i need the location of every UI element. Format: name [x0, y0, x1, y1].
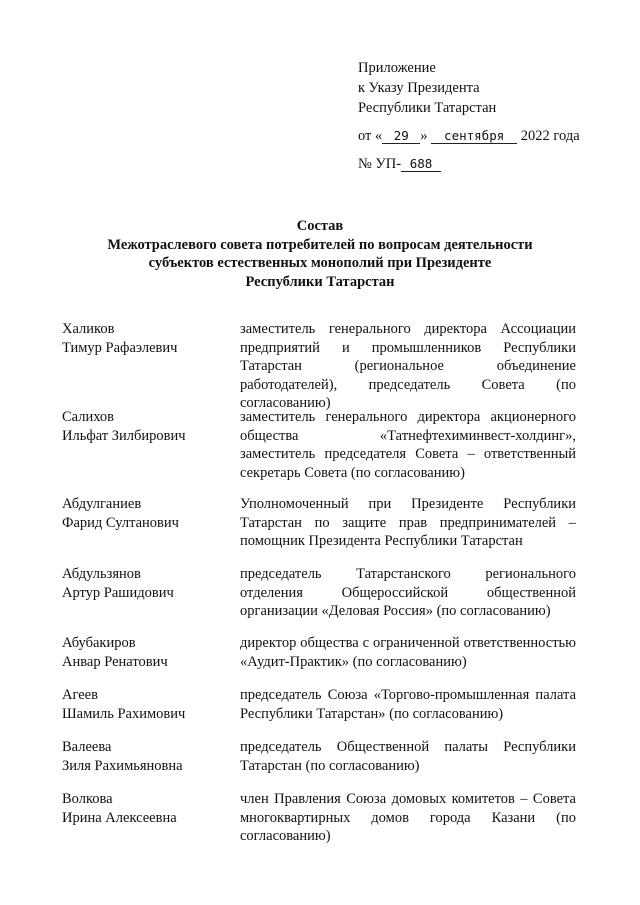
member-name	[62, 790, 237, 827]
decree-number: 688	[401, 157, 441, 172]
member-surname: Абдулганиев	[62, 496, 142, 512]
member-given-name: Анвар Ренатович	[62, 653, 168, 670]
member-position: председатель Союза «Торгово-промышленная палата Республики Татарстан» (по согласованию)	[240, 687, 576, 722]
member-position: Уполномоченный при Президенте Республики Татарстан по защите прав предпринимателей – помощник Президента Республики Татарстан	[240, 496, 576, 549]
member-given-name: Шамиль Рахимович	[62, 705, 186, 722]
member-given-name: Ильфат Зилбирович	[62, 427, 186, 444]
member-name	[62, 565, 237, 602]
member-name	[62, 686, 237, 723]
member-surname: Абдульзянов	[62, 566, 141, 582]
title-line: Состав	[296, 218, 344, 234]
member-name	[62, 738, 237, 775]
member-position: директор общества с ограниченной ответственностью «Аудит-Практик» (по согласованию)	[240, 635, 576, 670]
member-name	[62, 634, 237, 671]
member-surname: Халиков	[62, 321, 115, 337]
member-surname: Валеева	[62, 739, 112, 755]
member-position: заместитель генерального директора акционерного общества «Татнефтехиминвест-холдинг», заместитель председателя Совета – ответственный секретарь Совета (по согласованию)	[240, 409, 576, 481]
number-prefix: № УП-	[358, 156, 402, 172]
appendix-line: Республики Татарстан	[358, 100, 497, 116]
date-mid: »	[420, 128, 428, 144]
title-line: Республики Татарстан	[245, 273, 395, 290]
title-line: Межотраслевого совета потребителей по вопросам деятельности	[107, 236, 533, 253]
appendix-date	[358, 126, 580, 146]
title-line: субъектов естественных монополий при Президенте	[148, 255, 492, 271]
member-given-name: Тимур Рафаэлевич	[62, 339, 178, 356]
date-prefix: от «	[358, 128, 383, 144]
date-day: 29	[382, 129, 420, 144]
member-surname: Агеев	[62, 687, 98, 703]
date-month: сентября	[431, 129, 517, 144]
date-suffix: 2022 года	[520, 128, 580, 144]
member-position: председатель Татарстанского регионального отделения Общероссийской общественной организации «Деловая Россия» (по согласованию)	[240, 566, 576, 619]
member-surname: Абубакиров	[62, 635, 136, 651]
member-surname: Волкова	[62, 791, 113, 807]
member-position: председатель Общественной палаты Республики Татарстан (по согласованию)	[240, 739, 576, 774]
member-given-name: Ирина Алексеевна	[62, 809, 177, 826]
member-given-name: Зиля Рахимьяновна	[62, 757, 183, 774]
member-surname: Салихов	[62, 409, 115, 425]
document-title	[0, 217, 640, 291]
member-position: заместитель генерального директора Ассоциации предприятий и промышленников Республики Татарстан (региональное объединение работодателей), председатель Совета (по согласованию)	[240, 321, 576, 411]
appendix-line: к Указу Президента	[358, 80, 480, 96]
appendix-number	[358, 154, 580, 174]
member-given-name: Артур Рашидович	[62, 584, 174, 601]
member-name	[62, 408, 237, 445]
member-position: член Правления Союза домовых комитетов – Совета многоквартирных домов города Казани (по согласованию)	[240, 791, 576, 844]
member-given-name: Фарид Султанович	[62, 514, 179, 531]
appendix-line: Приложение	[358, 60, 436, 76]
appendix-header	[358, 58, 580, 174]
member-name	[62, 495, 237, 532]
member-name	[62, 320, 237, 357]
